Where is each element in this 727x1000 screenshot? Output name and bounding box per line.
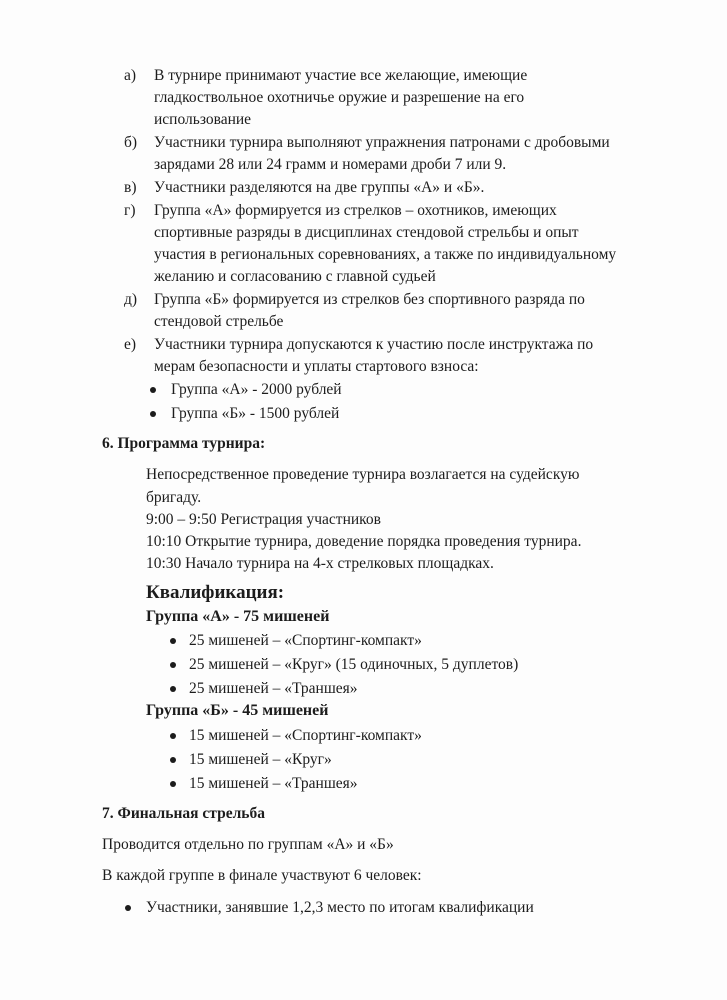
item-e-line-1: Участники турнира допускаются к участию после инструктажа по: [154, 336, 594, 353]
item-b-line-1: Участники турнира выполняют упражнения патронами с дробовыми: [154, 134, 610, 151]
program-line-5: 10:30 Начало турнира на 4-х стрелковых площадках.: [146, 555, 494, 572]
item-v-line-1: Участники разделяются на две группы «А» и «Б».: [154, 179, 485, 196]
item-a-line-1: В турнире принимают участие все желающие, имеющие: [154, 67, 528, 84]
item-g-line-1: Группа «А» формируется из стрелков – охотников, имеющих: [154, 202, 557, 219]
program-line-3: 9:00 – 9:50 Регистрация участников: [146, 511, 381, 528]
section-heading-final: 7. Финальная стрельба: [102, 805, 265, 822]
list-marker-v: в): [124, 179, 137, 196]
item-g-line-2: спортивные разряды в дисциплинах стендовой стрельбы и опыт: [154, 224, 579, 241]
item-g-line-3: участия в региональных соревнованиях, а также по индивидуальному: [154, 246, 617, 263]
group-b-item-3: 15 мишеней – «Траншея»: [189, 775, 358, 792]
program-line-2: бригаду.: [146, 489, 202, 506]
bullet-icon: [170, 757, 176, 763]
list-marker-d: д): [124, 291, 138, 308]
bullet-icon: [170, 638, 176, 644]
list-marker-b: б): [124, 134, 138, 151]
final-item-1: Участники, занявшие 1,2,3 место по итогам квалификации: [146, 899, 534, 916]
bullet-icon: [170, 662, 176, 668]
item-d-line-2: стендовой стрельбе: [154, 313, 284, 330]
list-marker-a: а): [124, 67, 137, 84]
item-g-line-4: желанию и согласованию с главной судьей: [154, 268, 436, 285]
group-b-heading: Группа «Б» - 45 мишеней: [146, 702, 329, 719]
group-a-item-1: 25 мишеней – «Спортинг-компакт»: [189, 632, 422, 649]
group-a-item-3: 25 мишеней – «Траншея»: [189, 680, 358, 697]
item-a-line-2: гладкоствольное охотничье оружие и разрешение на его: [154, 89, 525, 106]
bullet-icon: [150, 411, 156, 417]
program-line-1: Непосредственное проведение турнира возлагается на судейскую: [146, 466, 580, 483]
list-marker-g: г): [124, 202, 136, 219]
group-a-heading: Группа «А» - 75 мишеней: [146, 608, 330, 625]
fee-group-a: Группа «А» - 2000 рублей: [171, 381, 342, 398]
bullet-icon: [170, 686, 176, 692]
group-a-item-2: 25 мишеней – «Круг» (15 одиночных, 5 дуплетов): [189, 656, 519, 673]
fee-group-b: Группа «Б» - 1500 рублей: [171, 405, 340, 422]
qualification-heading: Квалификация:: [146, 582, 285, 603]
item-a-line-3: использование: [154, 111, 252, 128]
final-paragraph-2: В каждой группе в финале участвуют 6 человек:: [102, 867, 422, 884]
list-marker-e: е): [124, 336, 137, 353]
item-d-line-1: Группа «Б» формируется из стрелков без спортивного разряда по: [154, 291, 585, 308]
final-paragraph-1: Проводится отдельно по группам «А» и «Б»: [102, 836, 394, 853]
program-line-4: 10:10 Открытие турнира, доведение порядка проведения турнира.: [146, 533, 582, 550]
item-e-line-2: мерам безопасности и уплаты стартового взноса:: [154, 358, 479, 375]
bullet-icon: [170, 781, 176, 787]
item-b-line-2: зарядами 28 или 24 грамм и номерами дроби 7 или 9.: [154, 156, 507, 173]
section-heading-program: 6. Программа турнира:: [102, 435, 266, 452]
bullet-icon: [170, 733, 176, 739]
bullet-icon: [125, 905, 131, 911]
group-b-item-1: 15 мишеней – «Спортинг-компакт»: [189, 727, 422, 744]
bullet-icon: [150, 387, 156, 393]
group-b-item-2: 15 мишеней – «Круг»: [189, 751, 332, 768]
